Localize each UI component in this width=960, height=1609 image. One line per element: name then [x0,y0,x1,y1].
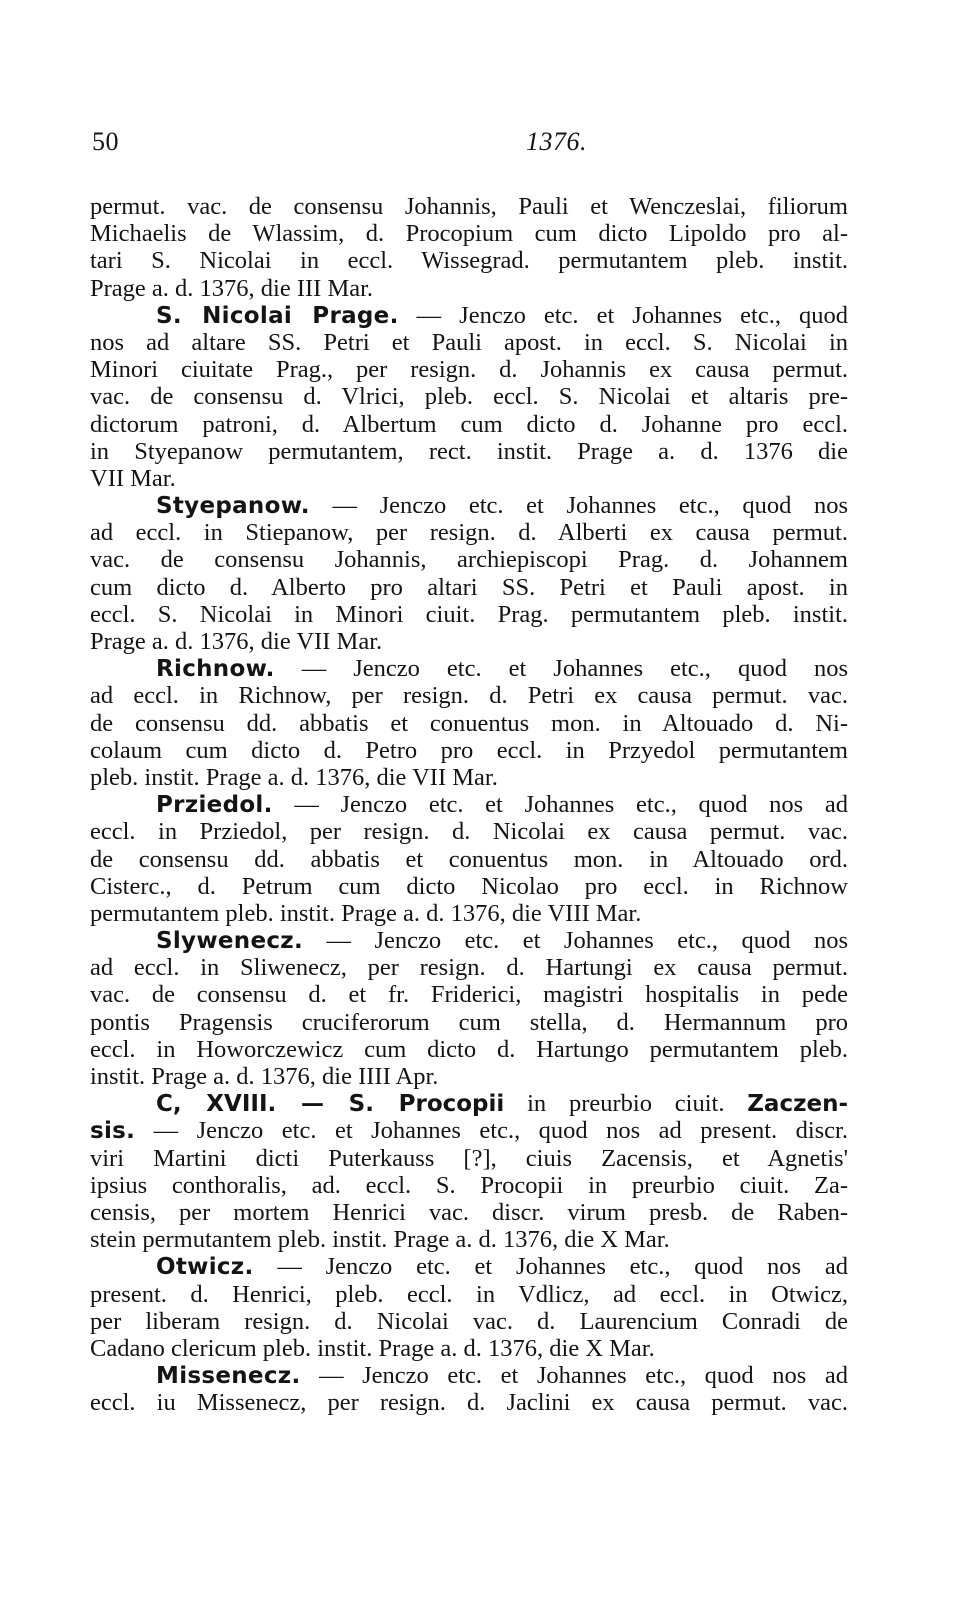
entry-first-line [90,655,848,682]
running-head [92,127,852,163]
entry-text: — Jenczo etc. et Johannes etc., quod nos ad [300,1362,848,1390]
text-line: censis, per mortem Henrici vac. discr. virum presb. de Raben- [90,1198,848,1226]
text-line: eccl. in Prziedol, per resign. d. Nicolai ex causa permut. vac. [90,818,848,846]
text-line: eccl. in Howorczewicz cum dicto d. Hartungo permutantem pleb. [90,1035,848,1063]
text-line: viri Martini dicti Puterkauss [?], ciuis Zacensis, et Agnetis' [90,1144,848,1172]
entry-second-line [90,1117,848,1144]
text-line: vac. de consensu Johannis, archiepiscopi Prag. d. Johannem [90,546,848,574]
text-line: Cisterc., d. Petrum cum dicto Nicolao pro eccl. in Richnow [90,872,848,900]
entry-first-line [90,1362,848,1389]
text-line: Cadano clericum pleb. instit. Prage a. d. 1376, die X Mar. [90,1334,655,1362]
text-line: pontis Pragensis cruciferorum cum stella, d. Hermannum pro [90,1008,848,1036]
text-line: present. d. Henrici, pleb. eccl. in Vdlicz, ad eccl. in Otwicz, [90,1280,848,1308]
text-line: stein permutantem pleb. instit. Prage a. d. 1376, die X Mar. [90,1226,670,1254]
entry-heading: Richnow. [156,656,275,683]
text-line: tari S. Nicolai in eccl. Wissegrad. permutantem pleb. instit. [90,247,848,275]
text-line: Minori ciuitate Prag., per resign. d. Johannis ex causa permut. [90,356,848,384]
text-line: vac. de consensu d. et fr. Friderici, magistri hospitalis in pede [90,981,848,1009]
entry-first-line [90,791,848,818]
text-line: Prage a. d. 1376, die VII Mar. [90,628,383,655]
entry-heading: Prziedol. [156,792,273,819]
text-line: de consensu dd. abbatis et conuentus mon. in Altouado ord. [90,845,848,873]
text-line: ipsius conthoralis, ad. eccl. S. Procopii in preurbio ciuit. Za- [90,1171,848,1199]
entry-text: — Jenczo etc. et Johannes etc., quod nos [303,927,848,955]
text-line: in Styepanow permutantem, rect. instit. Prage a. d. 1376 die [90,437,848,465]
text-line: dictorum patroni, d. Albertum cum dicto d. Johanne pro eccl. [90,410,848,438]
entry-text: — Jenczo etc. et Johannes etc., quod [398,301,848,329]
text-line: Michaelis de Wlassim, d. Procopium cum dicto Lipoldo pro al- [90,220,848,248]
entry-first-line [90,1253,848,1280]
entry-heading: Otwicz. [156,1254,254,1281]
entry-first-line [90,927,848,954]
text-line: per liberam resign. d. Nicolai vac. d. Laurencium Conradi de [90,1307,848,1335]
entry-text: — Jenczo etc. et Johannes etc., quod nos [309,492,848,520]
text-line: permutantem pleb. instit. Prage a. d. 1376, die VIII Mar. [90,899,642,927]
text-line: instit. Prage a. d. 1376, die IIII Apr. [90,1063,439,1090]
text-line: vac. de consensu d. Vlrici, pleb. eccl. S. Nicolai et altaris pre- [90,383,848,411]
text-line: VII Mar. [90,464,176,492]
page-number: 50 [92,127,119,156]
entry-heading: C, XVIII. — S. Procopii [156,1091,505,1118]
entry-text: — Jenczo etc. et Johannes etc., quod nos ad [272,791,848,819]
text-line: eccl. S. Nicolai in Minori ciuit. Prag. permutantem pleb. instit. [90,600,848,628]
entry-first-line [90,302,848,329]
entry-text: — Jenczo etc. et Johannes etc., quod nos ad present. discr. [135,1117,848,1145]
entry-first-line [90,492,848,519]
text-line: colaum cum dicto d. Petro pro eccl. in Przyedol permutantem [90,736,848,764]
entry-heading-end: sis. [90,1118,136,1145]
text-line: permut. vac. de consensu Johannis, Pauli et Wenczeslai, filiorum [90,193,848,220]
text-line: eccl. iu Missenecz, per resign. d. Jaclini ex causa permut. vac. [90,1389,848,1417]
text-line: cum dicto d. Alberto pro altari SS. Petri et Pauli apost. in [90,573,848,601]
entry-first-line [90,1090,848,1117]
text-line: Prage a. d. 1376, die III Mar. [90,274,374,302]
text-line: de consensu dd. abbatis et conuentus mon. in Altouado d. Ni- [90,709,848,737]
body-text [90,193,848,1416]
text-line: ad eccl. in Richnow, per resign. d. Petri ex causa permut. vac. [90,682,848,710]
running-head-year: 1376. [526,127,587,156]
entry-text: — Jenczo etc. et Johannes etc., quod nos [274,655,848,683]
text-line: ad eccl. in Stiepanow, per resign. d. Alberti ex causa permut. [90,519,848,547]
entry-text: in preurbio ciuit. [504,1090,748,1118]
text-line: ad eccl. in Sliwenecz, per resign. d. Hartungi ex causa permut. [90,954,848,982]
entry-text: — Jenczo etc. et Johannes etc., quod nos ad [253,1253,848,1281]
entry-heading: Styepanow. [156,493,310,520]
text-line: nos ad altare SS. Petri et Pauli apost. in eccl. S. Nicolai in [90,328,848,356]
entry-heading: Slywenecz. [156,928,304,955]
entry-heading: Missenecz. [156,1363,301,1390]
entry-heading-continued: Zaczen- [747,1091,848,1118]
entry-heading: S. Nicolai Prage. [156,302,399,329]
text-line: pleb. instit. Prage a. d. 1376, die VII Mar. [90,763,498,791]
